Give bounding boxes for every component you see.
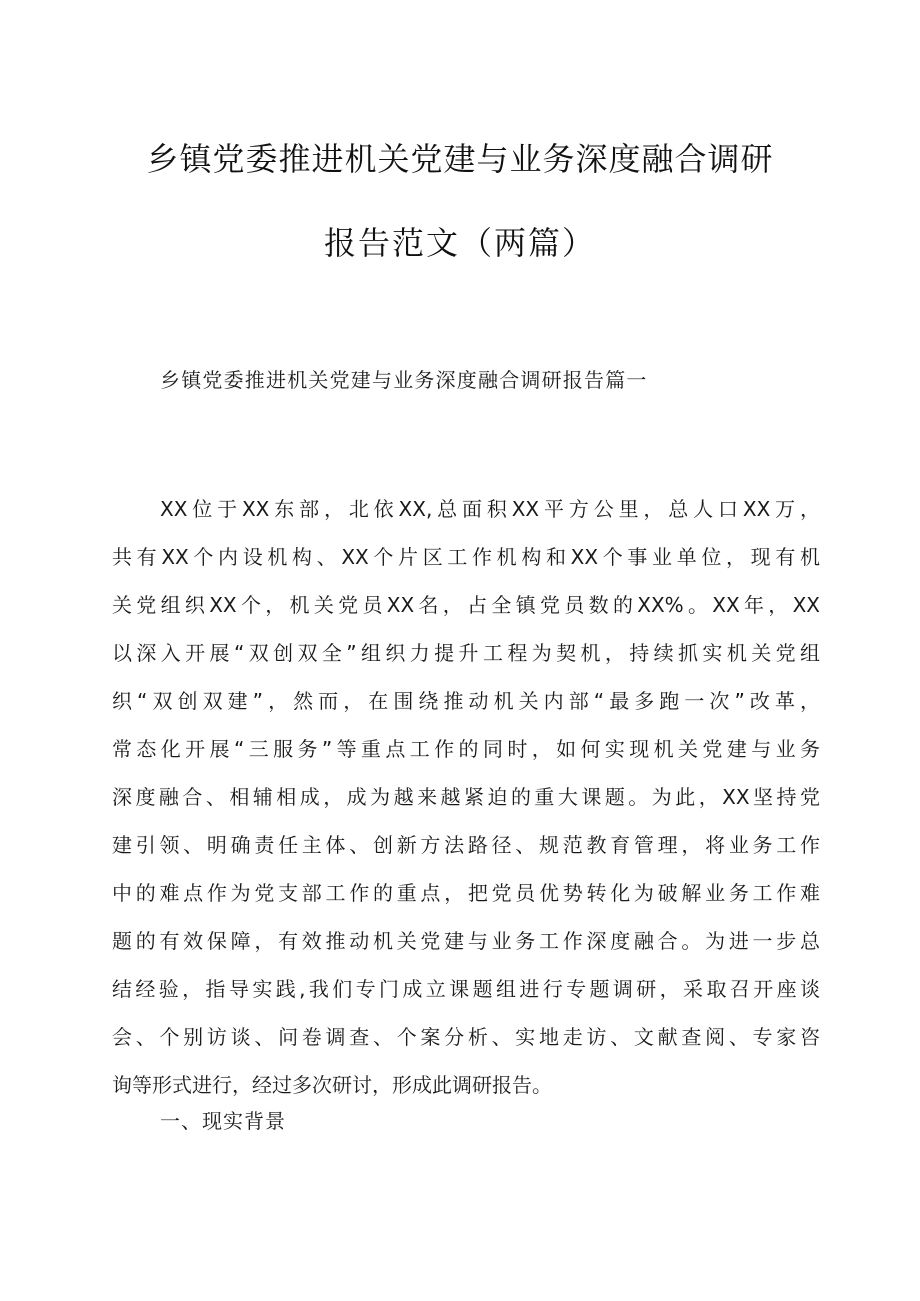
paragraph-line: 题的有效保障，有效推动机关党建与业务工作深度融合。为进一步总 — [112, 929, 820, 953]
part-subtitle: 乡镇党委推进机关党建与业务深度融合调研报告篇一 — [160, 368, 648, 392]
document-title-line-1: 乡镇党委推进机关党建与业务深度融合调研 — [146, 140, 774, 178]
paragraph-line: XX位于XX东部，北依XX,总面积XX平方公里，总人口XX万， — [160, 497, 820, 521]
paragraph-line: 共有XX个内设机构、XX个片区工作机构和XX个事业单位，现有机 — [112, 545, 820, 569]
paragraph-line: 深度融合、相辅相成，成为越来越紧迫的重大课题。为此，XX坚持党 — [112, 785, 820, 809]
section-heading: 一、现实背景 — [160, 1109, 286, 1133]
paragraph-line: 以深入开展“双创双全”组织力提升工程为契机，持续抓实机关党组 — [112, 641, 820, 665]
paragraph-line: 询等形式进行，经过多次研讨，形成此调研报告。 — [112, 1073, 552, 1097]
paragraph-line: 常态化开展“三服务”等重点工作的同时，如何实现机关党建与业务 — [112, 737, 820, 761]
paragraph-line: 会、个别访谈、问卷调查、个案分析、实地走访、文献查阅、专家咨 — [112, 1025, 820, 1049]
paragraph-line: 中的难点作为党支部工作的重点，把党员优势转化为破解业务工作难 — [112, 881, 820, 905]
paragraph-line: 结经验，指导实践,我们专门成立课题组进行专题调研，采取召开座谈 — [112, 977, 820, 1001]
paragraph-line: 织“双创双建”，然而，在围绕推动机关内部“最多跑一次”改革， — [112, 689, 820, 713]
paragraph-line: 关党组织XX个，机关党员XX名，占全镇党员数的XX%。XX年，XX — [112, 593, 820, 617]
paragraph-line: 建引领、明确责任主体、创新方法路径、规范教育管理，将业务工作 — [112, 833, 820, 857]
document-title-line-2: 报告范文（两篇） — [323, 224, 596, 262]
